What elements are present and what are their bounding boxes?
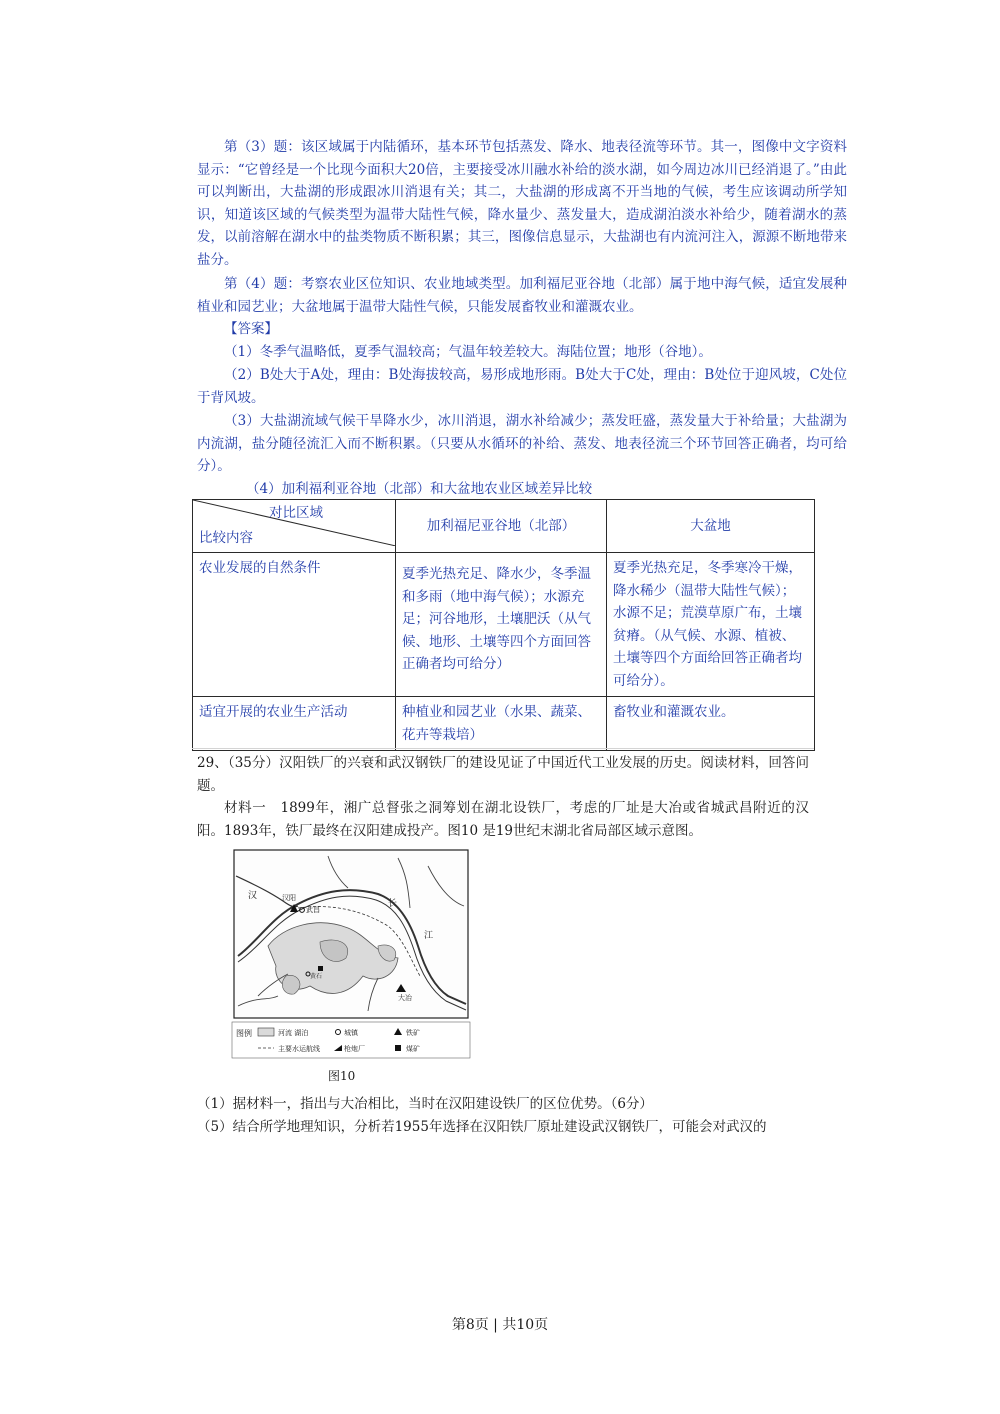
question-29-material-1: 材料一 1899年，湘广总督张之洞筹划在湖北设铁厂，考虑的厂址是大冶或省城武昌附近的汉阳。1893年，铁厂最终在汉阳建成投产。图10 是19世纪末湖北省局部区域示意图。: [197, 800, 809, 839]
map-label-other: 黄石: [310, 973, 323, 980]
explanation-q3: 第（3）题：该区域属于内陆循环，基本环节包括蒸发、降水、地表径流等环节。其一，图像中文字资料显示：“它曾经是一个比现今面积大20倍，主要接受冰川融水补给的淡水湖，如今周边冰川已经消退了。”由此可以判断出，大盐湖的形成跟冰川消退有关；其二，大盐湖的形成离不开当地的气候，考生应该调动所学知识，知道该区域的气候类型为温带大陆性气候，降水量少、蒸发量大，造成湖泊淡水补给少，随着湖水的蒸发，以前溶解在湖水中的盐类物质不断积累；其三，图像信息显示，大盐湖也有内流河注入，源源不断地带来盐分。: [197, 139, 847, 268]
cell-great-basin-agriculture: 畜牧业和灌溉农业。: [607, 697, 815, 751]
column-header-california: 加利福尼亚谷地（北部）: [396, 500, 607, 553]
explanation-q4: 第（4）题：考察农业区位知识、农业地域类型。加利福尼亚谷地（北部）属于地中海气候，适宜发展种植业和园艺业；大盆地属于温带大陆性气候，只能发展畜牧业和灌溉农业。: [197, 276, 847, 315]
comparison-table: [192, 499, 815, 751]
answer-2: （2）B处大于A处，理由：B处海拔较高，易形成地形雨。B处大于C处，理由：B处位于迎风坡，C处位于背风坡。: [197, 367, 847, 406]
answer-4-title: （4）加利福利亚谷地（北部）和大盆地农业区域差异比较: [246, 481, 593, 497]
legend-item-shipping: 主要水运航线: [278, 1045, 320, 1053]
page-footer: 第8页 | 共10页: [451, 1317, 549, 1333]
map-label-wuchang: 武昌: [306, 906, 320, 914]
answer-1: （1）冬季气温略低，夏季气温较高；气温年较差较大。海陆位置；地形（谷地）。: [224, 344, 712, 360]
legend-item-town: 城镇: [344, 1029, 358, 1037]
hubei-map: [228, 846, 476, 1066]
map-figure-10: [228, 846, 476, 1066]
map-label-daye: 大冶: [398, 994, 412, 1002]
map-label-han-river: 汉: [248, 891, 258, 901]
table-row: [193, 697, 815, 751]
cell-great-basin-conditions: 夏季光热充足，冬季寒冷干燥，降水稀少（温带大陆性气候）；水源不足；荒漠草原广布，土壤贫瘠。（从气候、水源、植被、土壤等四个方面给回答正确者均可给分）。: [607, 553, 815, 697]
question-29-intro: 29、（35分）汉阳铁厂的兴衰和武汉钢铁厂的建设见证了中国近代工业发展的历史。阅读材料，回答问题。: [197, 755, 809, 794]
legend-item-arsenal: 枪炮厂: [344, 1045, 365, 1053]
cell-california-conditions: 夏季光热充足、降水少，冬季温和多雨（地中海气候）；水源充足；河谷地形，土壤肥沃（从气候、地形、土壤等四个方面回答正确者均可给分）: [396, 553, 607, 697]
map-caption: 图10: [328, 1069, 356, 1083]
corner-top-label: 对比区域: [269, 505, 323, 521]
section-divider: [192, 748, 814, 749]
map-label-hanyang: 汉阳: [282, 894, 296, 902]
legend-item-coal-mine: 煤矿: [406, 1045, 420, 1053]
answer-3: （3）大盐湖流域气候干旱降水少，冰川消退，湖水补给减少；蒸发旺盛，蒸发量大于补给量；大盐湖为内流湖，盐分随径流汇入而不断积累。（只要从水循环的补给、蒸发、地表径流三个环节回答正确者，均可给分）。: [197, 413, 847, 474]
legend-title: 图例: [236, 1029, 252, 1038]
column-header-great-basin: 大盆地: [607, 500, 815, 553]
legend-item-river-lake: 河流 湖泊: [278, 1029, 309, 1037]
table-corner-cell: [193, 500, 396, 553]
question-29-part-1: （1）据材料一，指出与大冶相比，当时在汉阳建设铁厂的区位优势。（6分）: [197, 1096, 653, 1112]
row-label-natural-conditions: 农业发展的自然条件: [193, 553, 396, 697]
row-label-agriculture: 适宜开展的农业生产活动: [193, 697, 396, 751]
answer-heading: 【答案】: [224, 321, 278, 337]
cell-california-agriculture: 种植业和园艺业（水果、蔬菜、花卉等栽培）: [396, 697, 607, 751]
map-label-yangtze-1: 长: [388, 899, 398, 909]
table-header-row: [193, 500, 815, 553]
table-row: [193, 553, 815, 697]
legend-item-iron-mine: 铁矿: [406, 1029, 420, 1037]
map-label-yangtze-2: 江: [424, 931, 434, 941]
corner-bottom-label: 比较内容: [199, 529, 253, 546]
question-29-part-5: （5）结合所学地理知识，分析若1955年选择在汉阳铁厂原址建设武汉钢铁厂，可能会对武汉的: [197, 1119, 767, 1135]
